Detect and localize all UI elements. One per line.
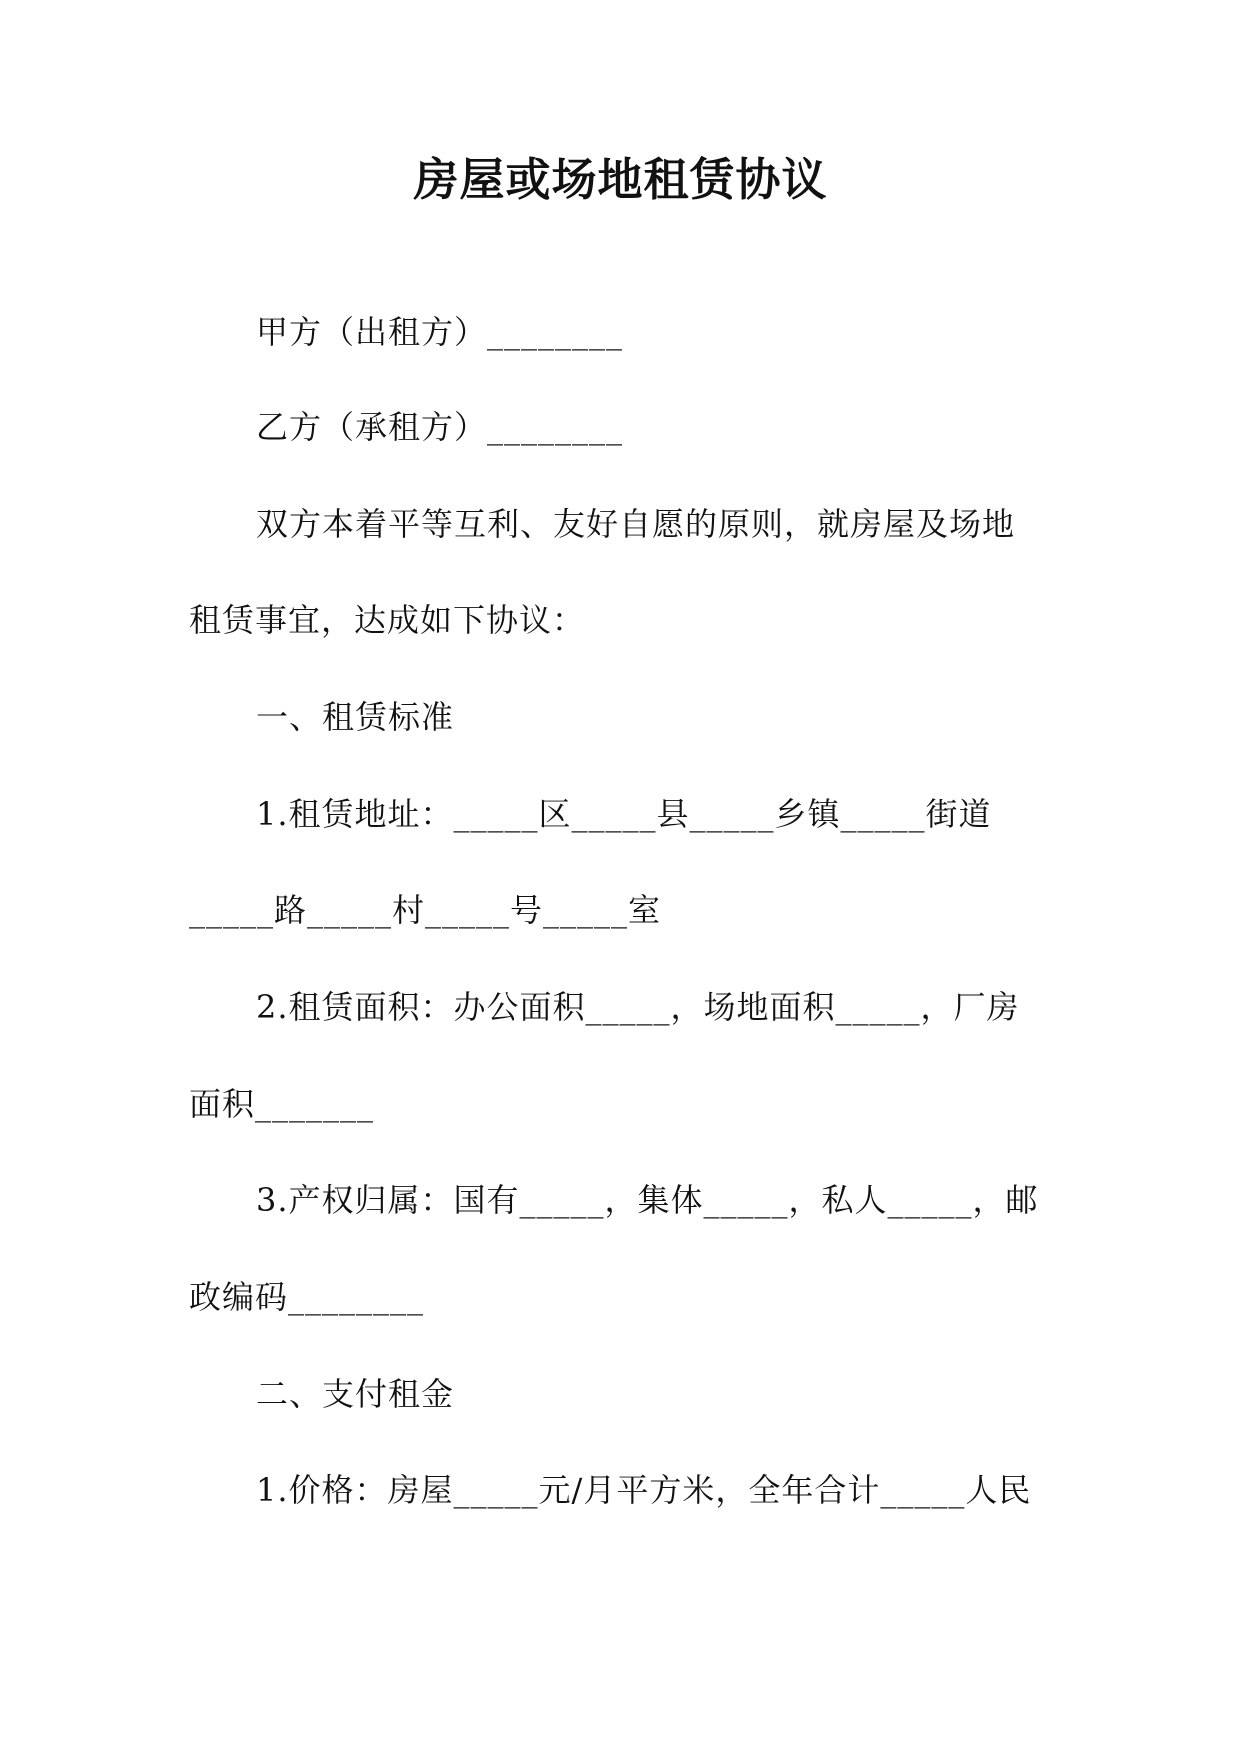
clause-area-line-2: 面积_______ [189, 1085, 375, 1123]
section-heading-pay-rent: 二、支付租金 [256, 1375, 455, 1413]
preamble-line-2: 租赁事宜，达成如下协议： [189, 601, 586, 639]
party-b-line: 乙方（承租方）________ [256, 408, 624, 446]
clause-address-line-1: 1.租赁地址：_____区_____县_____乡镇_____街道 [256, 795, 992, 833]
party-a-line: 甲方（出租方）________ [256, 313, 624, 351]
clause-address-line-2: _____路_____村_____号_____室 [189, 891, 662, 929]
section-heading-lease-standard: 一、租赁标准 [256, 698, 455, 736]
clause-area-line-1: 2.租赁面积：办公面积_____，场地面积_____，厂房 [256, 988, 1020, 1026]
clause-ownership-line-1: 3.产权归属：国有_____，集体_____，私人_____，邮 [256, 1181, 1039, 1219]
clause-price-line-1: 1.价格：房屋_____元/月平方米，全年合计_____人民 [256, 1471, 1032, 1509]
preamble-line-1: 双方本着平等互利、友好自愿的原则，就房屋及场地 [256, 505, 1016, 543]
clause-ownership-line-2: 政编码________ [189, 1278, 425, 1316]
document-title: 房屋或场地租赁协议 [413, 153, 828, 206]
